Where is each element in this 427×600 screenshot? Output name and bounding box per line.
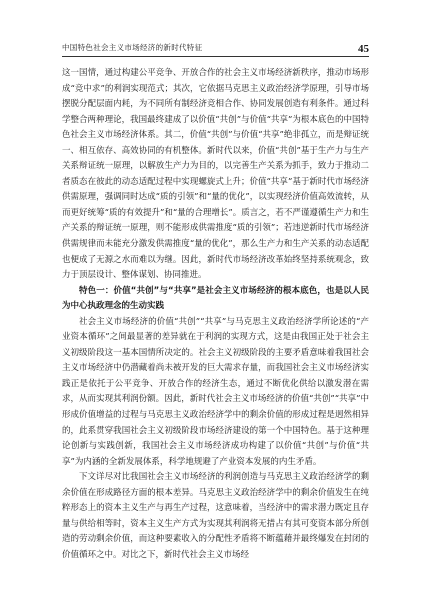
paragraph: 下文详尽对比我国社会主义市场经济的利润创造与马克思主义政治经济学的剩余价值在形成路径方面的根本差异。马克思主义政治经济学中的剩余价值发生在纯粹形态上的资本主义生产与再生产过程，这意味着，当经济中的需求潜力既定且存量与供给相等时，资本主义生产方式为实现其利润将无措占有其可变资本部分所创造的劳动剩余价值，而这种要素收入的分配性矛盾将不断蕴藉并最终爆发在封闭的价值循环之中。对比之下，新时代社会主义市场经: [62, 472, 369, 560]
paragraph: 这一国情，通过构建公平竞争、开放合作的社会主义市场经济新秩序，推动市场形成“竞中求”的利润实现范式；其次，它依据马克思主义政治经济学原理，引导市场摆脱分配层面内耗，为不同所有制经济竞相合作、协同发展创造有利条件。通过科学整合两种理论，我国最终建成了以价值“共创”与价值“共享”为根本底色的中国特色社会主义市场经济体系。其二，价值“共创”与价值“共享”绝非孤立，而是辩证统一、相互依存、高效协同的有机整体。新时代以来，价值“共创”基于生产力与生产关系辩证统一原理，以解放生产力为目的，以完善生产关系为抓手，致力于推动二者质态在彼此的动态适配过程中实现螺旋式上升；价值“共享”基于新时代市场经济供需原理，强调同时达成“质的引领”和“量的优化”，以实现经济价值高效流转，从而更好统筹“质的有效提升”和“量的合理增长”。质言之，若不严谨遵循生产力和生产关系的辩证统一原理，则不能形成供需推度“质的引领”；若违逆新时代市场经济供需规律而未能充分激发供需推度“量的优化”，那么生产力和生产关系的动态适配也便成了无源之水而难以为继。因此，新时代市场经济改革始终坚持系统观念，致力于顶层设计、整体谋划、协同推进。: [62, 68, 369, 281]
section-heading: 特色一：价值“共创”与“共享”是社会主义市场经济的根本底色，也是以人民为中心执政理念的生动实践: [62, 285, 369, 312]
running-header: [62, 38, 369, 57]
body-text: [62, 66, 369, 564]
paragraph: 社会主义市场经济的价值“共创”“共享”与马克思主义政治经济学所论述的“产业资本循环”之间最显著的差异就在于利润的实现方式，这是由我国正处于社会主义初级阶段这一基本国情所决定的。社会主义初级阶段的主要矛盾意味着我国社会主义市场经济中仍潜藏着尚未被开发的巨大需求存量，而我国社会主义市场经济实践正是依托于公平竞争、开放合作的经济生态，通过不断优化供给以激发潜在需求，从而实现其利润份额。因此，新时代社会主义市场经济的价值“共创”“共享”中形成价值增益的过程与马克思主义政治经济学中的剩余价值的形成过程是迥然相异的，此系贯穿我国社会主义初级阶段市场经济建设的第一个中国特色。基于这种理论创新与实践创新，我国社会主义市场经济成功构建了以价值“共创”与价值“共享”为内涵的全新发展体系，科学地规避了产业资本发展的内生矛盾。: [62, 316, 369, 467]
page-number: 45: [358, 43, 369, 55]
running-title: 中国特色社会主义市场经济的新时代特征: [62, 43, 203, 52]
